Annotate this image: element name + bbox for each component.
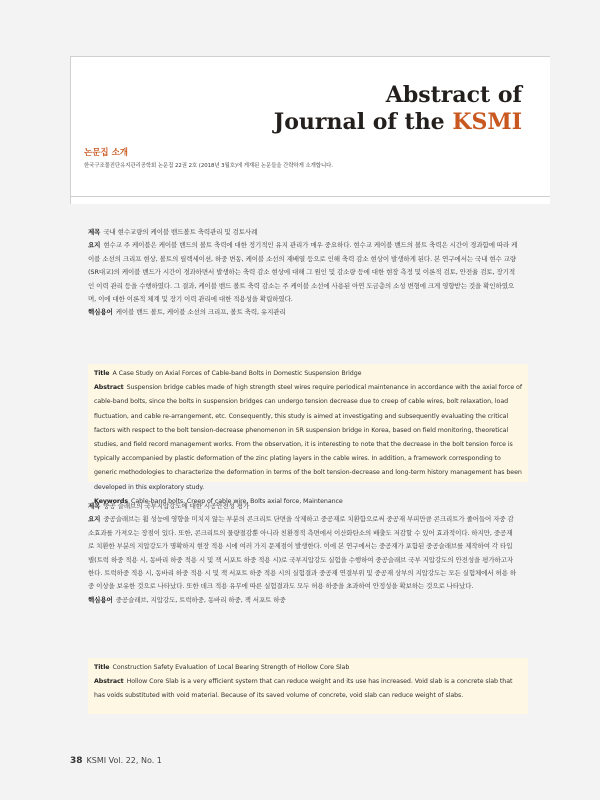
en-abstract-label: Abstract xyxy=(94,384,124,392)
en-abstract-label: Abstract xyxy=(94,678,124,686)
article1-en-title-row xyxy=(94,367,522,381)
article2-en-title-row xyxy=(94,661,522,675)
article2-kr-keywords-row xyxy=(88,594,518,607)
intro-heading: 논문집 소개 xyxy=(84,148,129,158)
article2-en-abstract-row xyxy=(94,675,522,703)
article2-en-title: Construction Safety Evaluation of Local Bearing Strength of Hollow Core Slab xyxy=(112,664,350,671)
page-title xyxy=(274,82,522,136)
title-line-2-prefix: Journal of the xyxy=(273,109,453,135)
article1-kr-abstract: 현수교 주 케이블은 케이블 밴드의 볼트 축력에 대한 정기적인 유지 관리가 매우 중요하다. 현수교 케이블 밴드의 볼트 축력은 시간이 경과함에 따라 케이블 소선의 크리프 현상, 볼트의 릴렉세이션, 하중 변동, 케이블 소선의 재배열 등으로 인해 축력 감소 현상이 발생하게 된다. 본 연구에서는 국내 현수 교량(SR대교)의 케이블 밴드가 시간이 경과하면서 발생하는 축력 감소 현상에 대해 그 원인 및 감소량 등에 대한 현장 측정 및 이론적 검토, 안전율 검토, 장기적인 이력 관리 등을 수행하였다. 그 결과, 케이블 밴드 볼트 축력 감소는 주 케이블 소선에 사용된 아연 도금층의 소성 변형에 크게 영향받는 것을 확인하였으며, 이에 대한 이론적 체계 및 장기 이력 관리에 대한 적용성을 확립하였다. xyxy=(88,241,518,304)
intro-section xyxy=(84,146,524,169)
page-number: 38 xyxy=(70,756,83,766)
page-footer xyxy=(70,756,162,766)
title-line-1: Abstract of xyxy=(385,82,522,108)
header-frame-left-border xyxy=(70,56,71,204)
article1-kr-keywords: 케이블 밴드 볼트, 케이블 소선의 크리프, 볼트 축력, 유지관리 xyxy=(115,308,286,317)
kr-abstract-label: 요지 xyxy=(88,241,101,250)
kr-title-label: 제목 xyxy=(88,502,101,510)
article1-en-title: A Case Study on Axial Forces of Cable-band Bolts in Domestic Suspension Bridge xyxy=(112,370,362,377)
article2-kr-title: 중공 슬래브의 국부지압강도에 대한 시공안전성 평가 xyxy=(103,502,250,510)
title-line-2 xyxy=(274,109,522,136)
article2-kr-title-row xyxy=(88,497,518,513)
section-divider xyxy=(70,196,550,197)
article1-korean-block xyxy=(88,226,518,320)
kr-keywords-label: 핵심용어 xyxy=(88,595,113,604)
article2-kr-keywords: 중공슬래브, 지압강도, 트럭하중, 동바리 하중, 잭 서포트 하중 xyxy=(115,595,286,604)
article1-en-abstract-row xyxy=(94,381,522,495)
article1-english-block xyxy=(88,364,528,505)
kr-keywords-label: 핵심용어 xyxy=(88,308,113,317)
article1-en-abstract: Suspension bridge cables made of high strength steel wires require periodical maintenance in accordance with the axial force of cable-band bolts, since the bolts in suspension bridges can undergo tension decrease due to creep of cable wires, bolt relaxation, load fluctuation, and cable re-arrangement, etc. Consequently, this study is aimed at investigating and subsequently evaluating the critical factors with respect to the bolt tension-decrease phenomenon in SR suspension bridge in Korea, based on field monitoring, theoretical studies, and field record management works. From the observation, it is interesting to note that the decrease in the bolt tension force is typically accompanied by plastic deformation of the zinc plating layers in the cable wires. In addition, a framework corresponding to generic methodologies to characterize the deformation in terms of the bolt tension-decrease and long-term history management has been developed in this exploratory study. xyxy=(94,384,522,491)
article2-english-block xyxy=(88,658,528,714)
kr-title-label: 제목 xyxy=(88,228,101,236)
journal-issue: KSMI Vol. 22, No. 1 xyxy=(86,756,162,765)
en-title-label: Title xyxy=(94,370,110,377)
en-title-label: Title xyxy=(94,664,110,671)
article1-kr-keywords-row xyxy=(88,306,518,319)
article1-kr-title: 국내 현수교량의 케이블 밴드볼트 축력관리 및 검토사례 xyxy=(103,228,258,236)
article2-korean-block xyxy=(88,497,518,607)
header-frame-top-border xyxy=(70,56,550,57)
article2-en-abstract: Hollow Core Slab is a very efficient system that can reduce weight and its use has increased. Void slab is a concrete slab that has voids substituted with void material. Because of its saved volume of concrete, void slab can reduce weight of slabs. xyxy=(94,678,513,700)
intro-text: 한국구조물진단유지관리공학회 논문집 22권 2호 (2018년 3월호)에 게재된 논문들을 간략하게 소개합니다. xyxy=(84,163,333,169)
title-accent-ksmi: KSMI xyxy=(452,109,522,135)
article2-kr-abstract-row xyxy=(88,513,518,593)
kr-abstract-label: 요지 xyxy=(88,515,101,524)
en-keywords-label: Keywords xyxy=(94,497,129,505)
article1-kr-title-row xyxy=(88,226,518,239)
article1-kr-abstract-row xyxy=(88,239,518,306)
article2-kr-abstract: 중공슬래브는 휨 성능에 영향을 미치지 않는 부분의 콘크리트 단면을 삭제하고 중공재로 치환함으로써 중공재 부피만큼 콘크리트가 줄어들어 자중 감소효과를 가져오는 장점이 있다. 또한, 콘크리트의 물량절감뿐 아니라 친환경적 측면에서 이산화탄소의 배출도 저감할 수 있어 효과적이다. 하지만, 중공재로 치환한 부분의 지압강도가 명확하지 현장 적용 시에 여러 가지 문제점이 발생한다. 이에 본 연구에서는 중공재가 포함된 중공슬래브를 제작하여 각 타입별(트럭 하중 적용 시, 동바리 하중 적용 시 및 잭 서포트 하중 적용 시)로 국부지압강도 실험을 수행하여 중공슬래브 국부 지압강도의 안전성을 평가하고자 한다. 트럭하중 적용 시, 동바리 하중 적용 시 및 잭 서포트 하중 적용 시의 실험결과 중공재 연결부위 및 중공재 상부의 지압강도는 모든 실험체에서 허용 하중 이상을 보유한 것으로 나타났다. 또한 데크 적용 유무에 따른 실험결과도 모두 허용 하중을 초과하여 안정성을 확보하는 것으로 나타났다. xyxy=(88,515,517,591)
article1-en-keywords: Cable-band bolts, Creep of cable wire, Bolts axial force, Maintenance xyxy=(131,497,343,505)
